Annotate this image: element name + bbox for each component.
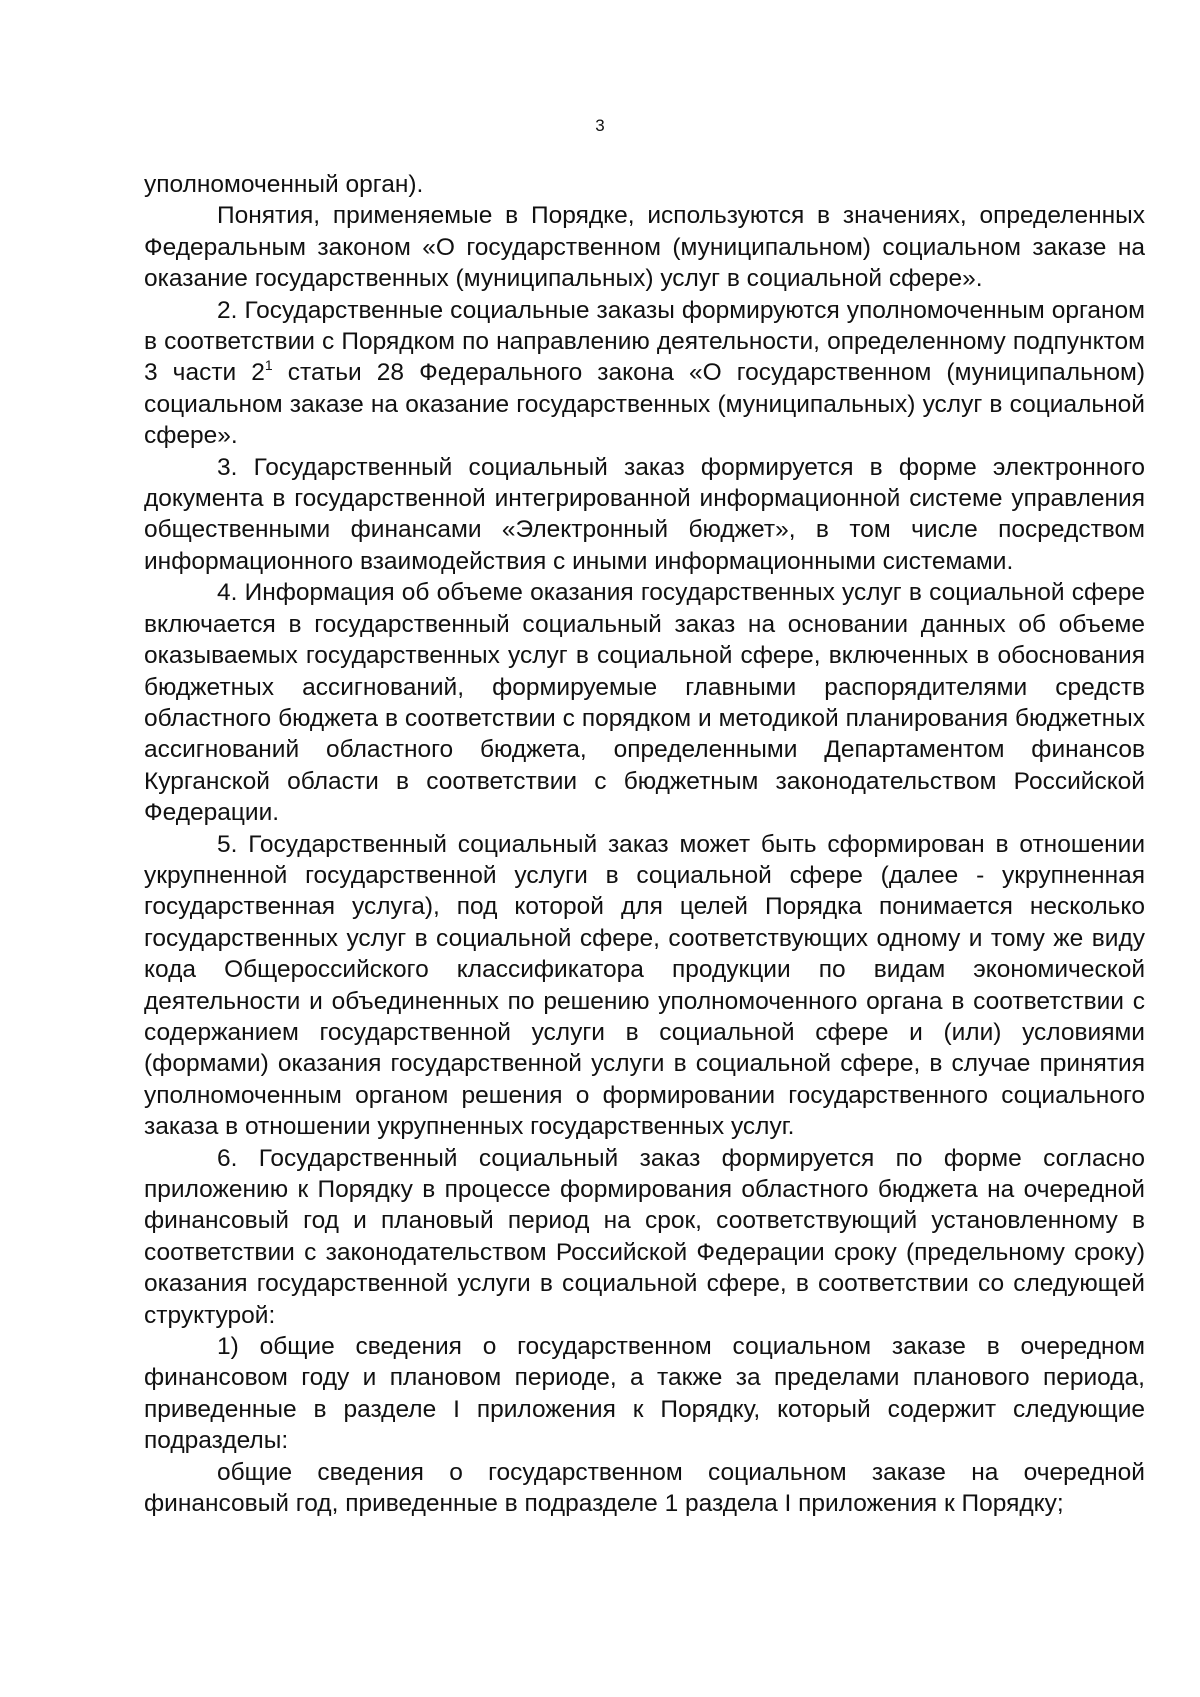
paragraph-item-3: 3. Государственный социальный заказ формируется в форме электронного документа в государственной интегрированной информационной системе управления общественными финансами «Электронный бюджет», в том числе посредством информационного взаимодействия с иными информационными системами.: [144, 453, 1145, 575]
paragraph-item-5: 5. Государственный социальный заказ может быть сформирован в отношении укрупненной государственной услуги в социальной сфере (далее - укрупненная государственная услуга), под которой для целей Порядка понимается несколько государственных услуг в социальной сфере, соответствующих одному и тому же виду кода Общероссийского классификатора продукции по видам экономической деятельности и объединенных по решению уполномоченного органа в соответствии с содержанием государственной услуги в социальной сфере и (или) условиями (формами) оказания государственной услуги в социальной сфере, в случае принятия уполномоченным органом решения о формировании государственного социального заказа в отношении укрупненных государственных услуг.: [144, 830, 1145, 1141]
page-number: 3: [595, 116, 605, 135]
paragraph-item-2: [144, 295, 1145, 452]
document-body: [144, 169, 1145, 1519]
superscript-1: 1: [264, 357, 273, 374]
paragraph-definitions: Понятия, применяемые в Порядке, используются в значениях, определенных Федеральным законом «О государственном (муниципальном) социальном заказе на оказание государственных (муниципальных) услуг в социальной сфере».: [144, 202, 1145, 293]
paragraph-item-4: 4. Информация об объеме оказания государственных услуг в социальной сфере включается в государственный социальный заказ на основании данных об объеме оказываемых государственных услуг в социальной сфере, включенных в обоснования бюджетных ассигнований, формируемые главными распорядителями средств областного бюджета в соответствии с порядком и методикой планирования бюджетных ассигнований областного бюджета, определенными Департаментом финансов Курганской области в соответствии с бюджетным законодательством Российской Федерации.: [144, 579, 1145, 827]
paragraph-continuation: уполномоченный орган).: [144, 171, 424, 198]
paragraph-subitem-1: 1) общие сведения о государственном социальном заказе в очередном финансовом году и плановом периоде, а также за пределами планового периода, приведенные в разделе I приложения к Порядку, который содержит следующие подразделы:: [144, 1333, 1145, 1455]
paragraph-item-2-text-a: 2. Государственные социальные заказы формируются уполномоченным органом в соответствии с Порядком по направлению деятельности, определенному подпунктом 3 части 2: [144, 296, 1145, 387]
paragraph-subsection-general: общие сведения о государственном социальном заказе на очередной финансовый год, приведенные в подразделе 1 раздела I приложения к Порядку;: [144, 1458, 1145, 1518]
paragraph-item-6: 6. Государственный социальный заказ формируется по форме согласно приложению к Порядку в процессе формирования областного бюджета на очередной финансовый год и плановый период на срок, соответствующий установленному в соответствии с законодательством Российской Федерации сроку (предельному сроку) оказания государственной услуги в социальной сфере, в соответствии со следующей структурой:: [144, 1144, 1145, 1329]
paragraph-item-2-text-b: статьи 28 Федерального закона «О государственном (муниципальном) социальном заказе на оказание государственных (муниципальных) услуг в социальной сфере».: [144, 359, 1145, 450]
